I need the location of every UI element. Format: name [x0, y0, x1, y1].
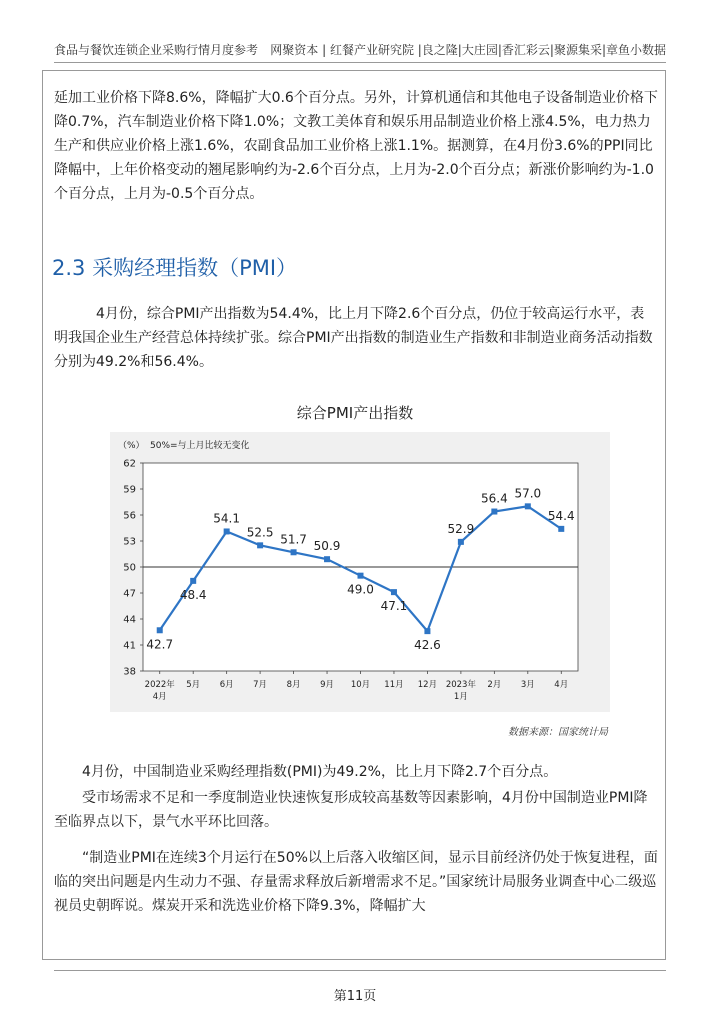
paragraph-manufacturing-pmi: 4月份，中国制造业采购经理指数(PMI)为49.2%，比上月下降2.7个百分点。	[82, 764, 558, 780]
data-point	[324, 556, 330, 562]
page-header	[54, 38, 666, 60]
data-point	[257, 542, 263, 548]
paragraph-ppi: 延加工业价格下降8.6%，降幅扩大0.6个百分点。另外，计算机通信和其他电子设备制造业价格下降0.7%，汽车制造业价格下降1.0%；文教工美体育和娱乐用品制造业价格上涨4.5%，电力热力生产和供应业价格上涨1.6%，农副食品加工业价格上涨1.1%。据测算，在4月份3.6%的PPI同比降幅中，上年价格变动的翘尾影响约为-2.6个百分点，上月为-2.0个百分点；新涨价影响约为-1.0个百分点，上月为-0.5个百分点。	[54, 90, 658, 202]
data-label: 48.4	[179, 587, 207, 602]
x-tick-label: 11月	[384, 680, 404, 690]
chart-title: 综合PMI产出指数	[296, 404, 414, 422]
section-title: 2.3 采购经理指数（PMI）	[52, 256, 298, 280]
data-point	[424, 628, 430, 634]
data-point	[291, 549, 297, 555]
data-point	[224, 528, 230, 534]
data-point	[157, 627, 163, 633]
data-point	[458, 539, 464, 545]
paragraph-pmi-factors: 受市场需求不足和一季度制造业快速恢复形成较高基数等因素影响，4月份中国制造业PMI降至临界点以下，景气水平环比回落。	[54, 790, 648, 830]
header-left-title: 食品与餐饮连锁企业采购行情月度参考	[54, 42, 259, 57]
y-tick-label: 38	[123, 666, 136, 678]
pmi-line-chart	[110, 432, 610, 712]
data-label: 42.6	[414, 638, 441, 653]
paragraph-pmi-summary: 4月份，综合PMI产出指数为54.4%，比上月下降2.6个百分点，仍位于较高运行水平，表明我国企业生产经营总体持续扩张。综合PMI产出指数的制造业生产指数和非制造业商务活动指数分别为49.2%和56.4%。	[54, 306, 653, 370]
y-tick-label: 56	[123, 510, 136, 522]
paragraph-quote: “制造业PMI在连续3个月运行在50%以上后落入收缩区间，显示目前经济仍处于恢复进程，面临的突出问题是内生动力不强、存量需求释放后新增需求不足。”国家统计局服务业调查中心二级巡视员史朝晖说。煤炭开采和洗选业价格下降9.3%，降幅扩大	[54, 850, 658, 914]
chart-note: 50%=与上月比较无变化	[150, 441, 250, 451]
data-label: 54.1	[213, 511, 241, 526]
page-number: 第11页	[333, 989, 377, 1004]
y-tick-label: 47	[123, 588, 136, 600]
data-point	[491, 509, 497, 515]
x-tick-label: 4月	[554, 680, 569, 690]
x-tick-label: 8月	[286, 680, 301, 690]
data-label: 56.4	[480, 491, 508, 506]
data-point	[358, 573, 364, 579]
x-tick-label: 6月	[219, 680, 234, 690]
data-label: 49.0	[347, 582, 374, 597]
data-label: 54.4	[547, 508, 575, 523]
x-tick-label: 12月	[417, 680, 438, 690]
x-tick-label: 2022年	[144, 680, 175, 690]
footer-divider	[54, 970, 666, 971]
data-label: 52.9	[447, 521, 475, 536]
y-tick-label: 44	[123, 614, 136, 626]
x-tick-label: 7月	[253, 680, 268, 690]
x-tick-label: 2月	[487, 680, 502, 690]
y-tick-label: 62	[123, 458, 136, 470]
x-tick-label: 2023年	[445, 680, 476, 690]
data-label: 42.7	[146, 637, 174, 652]
data-point	[525, 503, 531, 509]
y-unit-label: （%）	[118, 441, 145, 451]
x-tick-label: 10月	[350, 680, 371, 690]
data-label: 50.9	[313, 539, 341, 554]
data-label: 47.1	[380, 599, 408, 614]
data-label: 51.7	[280, 532, 307, 547]
data-label: 52.5	[246, 525, 274, 540]
x-tick-label: 3月	[520, 680, 535, 690]
data-point	[558, 526, 564, 532]
data-point	[391, 589, 397, 595]
x-tick-label: 4月	[152, 692, 167, 702]
header-divider	[54, 62, 666, 63]
y-tick-label: 50	[123, 562, 136, 574]
y-tick-label: 53	[123, 536, 136, 548]
data-source: 数据来源：国家统计局	[508, 727, 608, 738]
y-tick-label: 59	[123, 484, 136, 496]
data-point	[190, 578, 196, 584]
y-tick-label: 41	[123, 640, 136, 652]
header-right-sources: 网聚资本 | 红餐产业研究院 |良之隆|大庄园|香汇彩云|聚源集采|章鱼小数据	[270, 42, 666, 57]
x-tick-label: 9月	[320, 680, 334, 690]
data-label: 57.0	[514, 486, 542, 501]
x-tick-label: 5月	[186, 680, 201, 690]
x-tick-label: 1月	[453, 692, 468, 702]
